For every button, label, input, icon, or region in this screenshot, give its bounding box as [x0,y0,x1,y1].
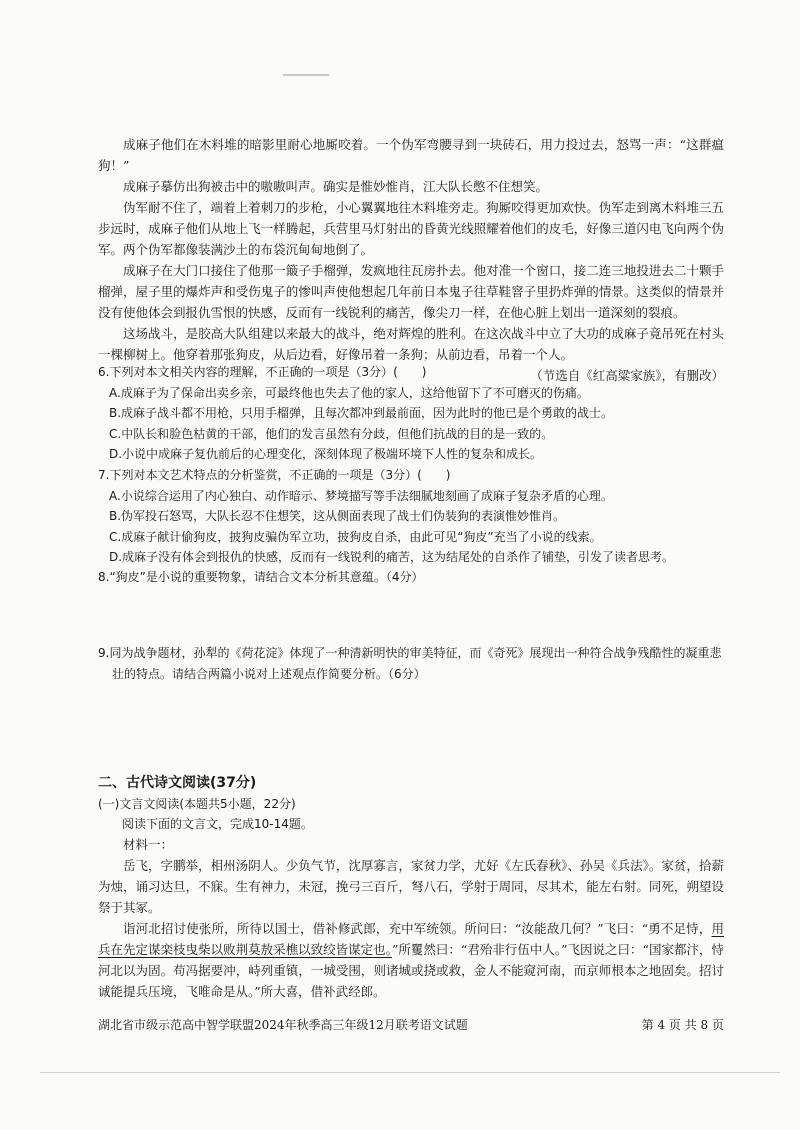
footer-page-number: 第 4 页 共 8 页 [641,1018,724,1032]
paragraph-2-part-a: 诣河北招讨使张所，所待以国士，借补修武郎，充中军统领。所问曰：“汝能敌几何？”飞曰：“勇不足恃， [123,921,712,936]
question-9-stem: 9.同为战争题材，孙犁的《荷花淀》体现了一种清新明快的审美特征，而《奇死》展现出一种符合战争残酷性的凝重悲壮的特点。请结合两篇小说对上述观点作简要分析。（6分） [98,646,722,681]
question-7 [98,465,724,568]
reading-instruction: 阅读下面的文言文，完成10-14题。 [122,817,313,831]
story-paragraph-3: 伪军耐不住了，端着上着刺刀的步枪，小心翼翼地往木料堆旁走。狗厮咬得更加欢快。伪军走到离木料堆三五步远时，成麻子他们从地上飞一样腾起，兵营里马灯射出的昏黄光线照耀着他们的皮毛，好像三道闪电飞向两个伪军。两个伪军都像装满沙土的布袋沉甸甸地倒了。 [98,200,724,257]
question-6-stem: 6.下列对本文相关内容的理解，不正确的一项是（3分）( ) [98,365,427,379]
story-paragraph-1: 成麻子他们在木料堆的暗影里耐心地厮咬着。一个伪军弯腰寻到一块砖石，用力投过去，怒骂一声：“这群瘟狗！” [98,137,724,173]
question-8 [98,567,724,588]
story-paragraph-2: 成麻子摹仿出狗被击中的嗷嗷叫声。确实是惟妙惟肖，江大队长憋不住想笑。 [123,179,549,194]
scan-bottom-edge [40,1072,780,1073]
scan-artifact-mark [283,74,329,76]
footer-exam-title: 湖北省市级示范高中智学联盟2024年秋季高三年级12月联考语文试题 [98,1018,468,1032]
story-paragraph-4: 成麻子在大门口接住了他那一簸子手榴弹，发疯地往瓦房扑去。他对准一个窗口，接二连三地投进去二十颗手榴弹，屋子里的爆炸声和受伤鬼子的惨叫声使他想起几年前日本鬼子往草鞋窨子里扔炸弹的情景。这类似的情景并没有使他体会到报仇雪恨的快感，反而有一线锐利的痛苦，像尖刀一样，在他心脏上划出一道深刻的裂痕。 [98,263,724,320]
question-6-option-c: C.中队长和脸色枯黄的干部，他们的发言虽然有分歧，但他们抗战的目的是一致的。 [109,426,554,441]
question-6-option-d: D.小说中成麻子复仇前后的心理变化，深刻体现了极端环境下人性的复杂和成长。 [109,447,543,461]
question-6-option-b: B.成麻子战斗都不用枪，只用手榴弹，且每次都冲到最前面，因为此时的他已是个勇敢的战士。 [109,406,614,420]
page-footer [98,1016,724,1033]
question-8-stem: 8.“狗皮”是小说的重要物象，请结合文本分析其意蕴。（4分） [98,570,424,584]
underlined-sentence: 用兵在先定谋栾枝曳柴以败荆莫敖采樵以致绞皆谋定也。 [98,921,724,957]
material-label: 材料一： [123,837,174,852]
story-paragraph-5: 这场战斗，是胶高大队组建以来最大的战斗，绝对辉煌的胜利。在这次战斗中立了大功的成麻子竟吊死在村头一棵柳树上。他穿着那张狗皮，从后边看，好像吊着一条狗；从前边看，吊着一个人。 [98,326,724,362]
question-7-option-a: A.小说综合运用了内心独白、动作暗示、梦境描写等手法细腻地刻画了成麻子复杂矛盾的心理。 [109,488,613,503]
question-6-option-a: A.成麻子为了保命出卖乡亲，可最终他也失去了他的家人，这给他留下了不可磨灭的伤痛。 [109,385,589,400]
section-title: 二、古代诗文阅读(37分) [98,775,257,791]
story-source: （节选自《红高粱家族》，有删改） [530,368,724,383]
question-6 [98,362,724,465]
subsection-title: (一)文言文阅读(本题共5小题，22分) [98,797,296,811]
question-7-option-c: C.成麻子献计偷狗皮，披狗皮骗伪军立功，披狗皮自杀，由此可见“狗皮”充当了小说的线索。 [109,529,602,544]
classical-paragraph-2 [98,918,724,1002]
story-excerpt [98,134,724,386]
question-7-option-d: D.成麻子没有体会到报仇的快感，反而有一线锐利的痛苦，这为结尾处的自杀作了铺垫，引发了读者思考。 [109,550,675,564]
section-classical-reading [98,772,724,1002]
question-7-option-b: B.伪军投石怒骂，大队长忍不住想笑，这从侧面表现了战士们伪装狗的表演惟妙惟肖。 [109,509,566,523]
classical-paragraph-1: 岳飞，字鹏举，相州汤阴人。少负气节，沈厚寡言，家贫力学，尤好《左氏春秋》、孙吴《兵法》。家贫，拾薪为烛，诵习达旦，不寐。生有神力，未冠，挽弓三百斤，弩八石，学射于周同，尽其术，能左右射。同死，朔望设祭于其冢。 [98,858,724,915]
question-9 [98,643,724,684]
paragraph-2-part-b: ”所矍然曰：“君殆非行伍中人。”飞因说之曰：“国家都汴，恃河北以为固。苟冯据要冲，峙列重镇，一城受围，则诸城或挠或救，金人不能窥河南，而京师根本之地固矣。招讨诚能提兵压境，飞唯命是从。”所大喜，借补武经郎。 [98,942,724,999]
question-7-stem: 7.下列对本文艺术特点的分析鉴赏，不正确的一项是（3分）( ) [98,468,451,482]
